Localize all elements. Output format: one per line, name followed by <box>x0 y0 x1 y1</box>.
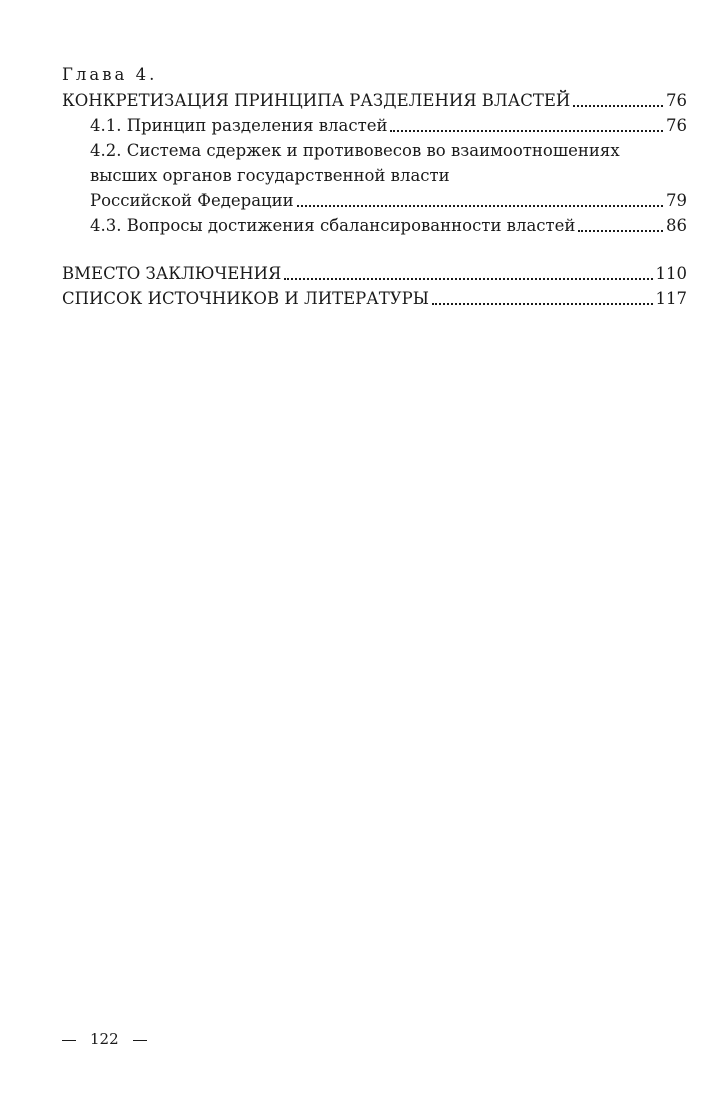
toc-entry-title: ВМЕСТО ЗАКЛЮЧЕНИЯ <box>62 264 282 283</box>
toc-entry-4-1 <box>62 113 687 138</box>
toc-entry-title: 4.1. Принцип разделения властей <box>90 116 388 135</box>
toc-entry-4-2-line1: 4.2. Система сдержек и противовесов во взаимоотношениях <box>90 141 620 160</box>
toc-entry-conclusion <box>62 261 687 286</box>
dot-leader <box>578 230 663 232</box>
page-footer <box>62 1030 147 1048</box>
page-number: 122 <box>90 1030 119 1048</box>
toc-entry-sources <box>62 286 687 311</box>
toc-entry-page: 110 <box>655 264 687 283</box>
toc-entry-page: 117 <box>655 289 687 308</box>
toc-entry-chapter-4 <box>62 88 687 113</box>
toc-entry-page: 76 <box>666 116 687 135</box>
dot-leader <box>284 278 652 280</box>
toc-entry-page: 79 <box>666 191 687 210</box>
toc-entry-title: Российской Федерации <box>90 191 294 210</box>
section-gap <box>62 238 687 261</box>
table-of-contents <box>62 62 687 311</box>
chapter-label: Глава 4. <box>62 65 158 84</box>
toc-entry-title: КОНКРЕТИЗАЦИЯ ПРИНЦИПА РАЗДЕЛЕНИЯ ВЛАСТЕЙ <box>62 91 571 110</box>
toc-entry-4-3 <box>62 213 687 238</box>
dash-right <box>133 1040 147 1041</box>
toc-entry-title: 4.3. Вопросы достижения сбалансированности властей <box>90 216 576 235</box>
toc-entry-title: СПИСОК ИСТОЧНИКОВ И ЛИТЕРАТУРЫ <box>62 289 430 308</box>
dot-leader <box>390 130 663 132</box>
toc-entry-page: 76 <box>666 91 687 110</box>
dot-leader <box>297 205 663 207</box>
toc-entry-page: 86 <box>666 216 687 235</box>
toc-entry-4-2 <box>62 188 687 213</box>
dot-leader <box>432 303 652 305</box>
dash-left <box>62 1040 76 1041</box>
dot-leader <box>573 105 663 107</box>
toc-entry-4-2-line2: высших органов государственной власти <box>90 166 450 185</box>
